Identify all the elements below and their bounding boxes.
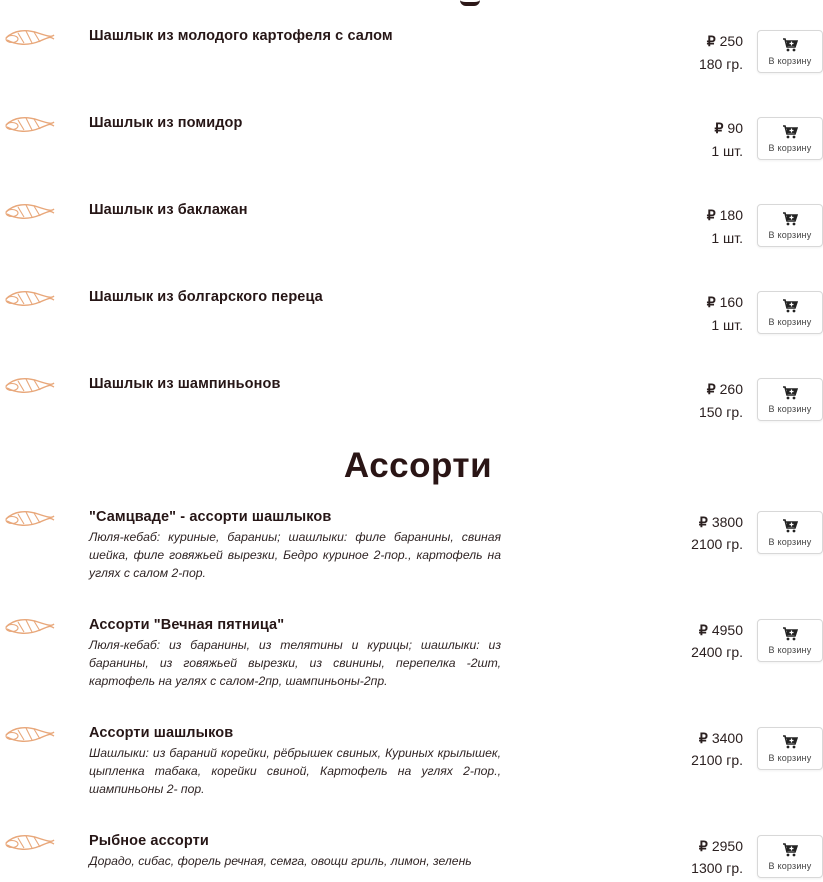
- add-to-cart-button[interactable]: [757, 117, 823, 160]
- item-name[interactable]: Шашлык из молодого картофеля с салом: [89, 28, 393, 44]
- item-price: [707, 294, 743, 311]
- cart-icon: [782, 212, 798, 226]
- ruble-sign: ₽: [698, 514, 708, 530]
- cart-icon: [782, 843, 798, 857]
- cart-icon: [782, 519, 798, 533]
- skewer-thumbnail-icon[interactable]: [4, 112, 56, 138]
- price-value: 3400: [711, 730, 743, 746]
- item-price: [707, 33, 743, 50]
- cart-button-label: В корзину: [768, 143, 812, 153]
- price-value: 4950: [711, 622, 743, 638]
- skewer-thumbnail-icon[interactable]: [4, 722, 56, 748]
- item-name[interactable]: Шашлык из помидор: [89, 115, 243, 131]
- menu-item: [0, 486, 823, 586]
- ruble-sign: ₽: [698, 622, 708, 638]
- add-to-cart-button[interactable]: [757, 291, 823, 334]
- item-price: [707, 207, 743, 224]
- skewer-thumbnail-icon[interactable]: [4, 830, 56, 856]
- ruble-sign: ₽: [706, 381, 716, 397]
- skewer-thumbnail-icon[interactable]: [4, 373, 56, 399]
- add-to-cart-button[interactable]: [757, 378, 823, 421]
- cart-icon: [782, 386, 798, 400]
- cart-button-label: В корзину: [768, 645, 812, 655]
- item-name[interactable]: Шашлык из болгарского перeца: [89, 289, 323, 305]
- ruble-sign: ₽: [706, 207, 716, 223]
- cart-icon: [782, 38, 798, 52]
- item-name[interactable]: Рыбное ассорти: [89, 833, 209, 849]
- price-value: 3800: [711, 514, 743, 530]
- ruble-sign: ₽: [698, 838, 708, 854]
- add-to-cart-button[interactable]: [757, 511, 823, 554]
- item-name[interactable]: Ассорти "Вечная пятница": [89, 617, 285, 633]
- cart-icon: [782, 299, 798, 313]
- menu-item: [0, 3, 823, 83]
- cart-icon: [782, 627, 798, 641]
- price-value: 260: [719, 381, 743, 397]
- cart-button-label: В корзину: [768, 404, 812, 414]
- add-to-cart-button[interactable]: [757, 30, 823, 73]
- item-price: [699, 730, 743, 747]
- item-weight: 1 шт.: [711, 317, 743, 333]
- cart-button-label: В корзину: [768, 861, 812, 871]
- item-weight: 1300 гр.: [691, 860, 743, 876]
- price-value: 180: [719, 207, 743, 223]
- price-value: 160: [719, 294, 743, 310]
- skewer-thumbnail-icon[interactable]: [4, 199, 56, 225]
- item-price: [699, 838, 743, 855]
- item-name[interactable]: "Самцваде" - ассорти шашлыков: [89, 509, 332, 525]
- item-description: Дорадо, сибас, форель речная, семга, овощи гриль, лимон, зелень: [89, 854, 472, 868]
- item-description: Люля-кебаб: куриные, бараниы; шашлыки: филе баранины, свиная шейка, филе говяжьей вырезки, Бедро куриное 2-пор., картофель на углях с салом 2-пор.: [89, 530, 501, 580]
- cart-button-label: В корзину: [768, 317, 812, 327]
- cart-button-label: В корзину: [768, 230, 812, 240]
- cart-icon: [782, 735, 798, 749]
- ruble-sign: ₽: [698, 730, 708, 746]
- menu-item: [0, 594, 823, 694]
- skewer-thumbnail-icon[interactable]: [4, 286, 56, 312]
- menu-item: [0, 177, 823, 257]
- skewer-thumbnail-icon[interactable]: [4, 506, 56, 532]
- item-description: Люля-кебаб: из баранины, из телятины и курицы; шашлыки: из баранины, из говяжьей вырезки, из свинины, перепелка -2шт, картофель на углях с салом-2пр, шампиньоны-2пр.: [89, 638, 501, 688]
- price-value: 90: [727, 120, 743, 136]
- item-weight: 2100 гр.: [691, 752, 743, 768]
- add-to-cart-button[interactable]: [757, 727, 823, 770]
- menu-item: [0, 90, 823, 170]
- menu-item: [0, 810, 823, 882]
- item-name[interactable]: Шашлык из баклажан: [89, 202, 248, 218]
- skewer-thumbnail-icon[interactable]: [4, 614, 56, 640]
- item-price: [699, 514, 743, 531]
- menu-item: [0, 351, 823, 431]
- item-description: Шашлыки: из бараний корейки, рёбрышек свиных, Куриных крылышек, цыпленка табака, корейки свиной, Картофель на углях 2-пор., шампиньоны 2- пор.: [89, 746, 501, 796]
- item-weight: 150 гр.: [698, 404, 743, 420]
- item-price: [699, 622, 743, 639]
- ruble-sign: ₽: [714, 120, 724, 136]
- item-price: [707, 381, 743, 398]
- price-value: 250: [719, 33, 743, 49]
- ruble-sign: ₽: [706, 33, 716, 49]
- item-weight: 2100 гр.: [691, 536, 743, 552]
- cart-button-label: В корзину: [768, 56, 812, 66]
- add-to-cart-button[interactable]: [757, 619, 823, 662]
- cart-icon: [782, 125, 798, 139]
- item-weight: 1 шт.: [711, 230, 743, 246]
- item-name[interactable]: Шашлык из шампиньонов: [89, 376, 281, 392]
- add-to-cart-button[interactable]: [757, 204, 823, 247]
- menu-item: [0, 264, 823, 344]
- section-title: Ассорти: [343, 446, 493, 485]
- item-weight: 180 гр.: [698, 56, 743, 72]
- item-name[interactable]: Ассорти шашлыков: [89, 725, 234, 741]
- item-weight: 1 шт.: [711, 143, 743, 159]
- price-value: 2950: [711, 838, 743, 854]
- ruble-sign: ₽: [706, 294, 716, 310]
- item-price: [715, 120, 744, 137]
- skewer-thumbnail-icon[interactable]: [4, 25, 56, 51]
- item-weight: 2400 гр.: [691, 644, 743, 660]
- add-to-cart-button[interactable]: [757, 835, 823, 878]
- cart-button-label: В корзину: [768, 753, 812, 763]
- menu-item: [0, 702, 823, 802]
- cart-button-label: В корзину: [768, 537, 812, 547]
